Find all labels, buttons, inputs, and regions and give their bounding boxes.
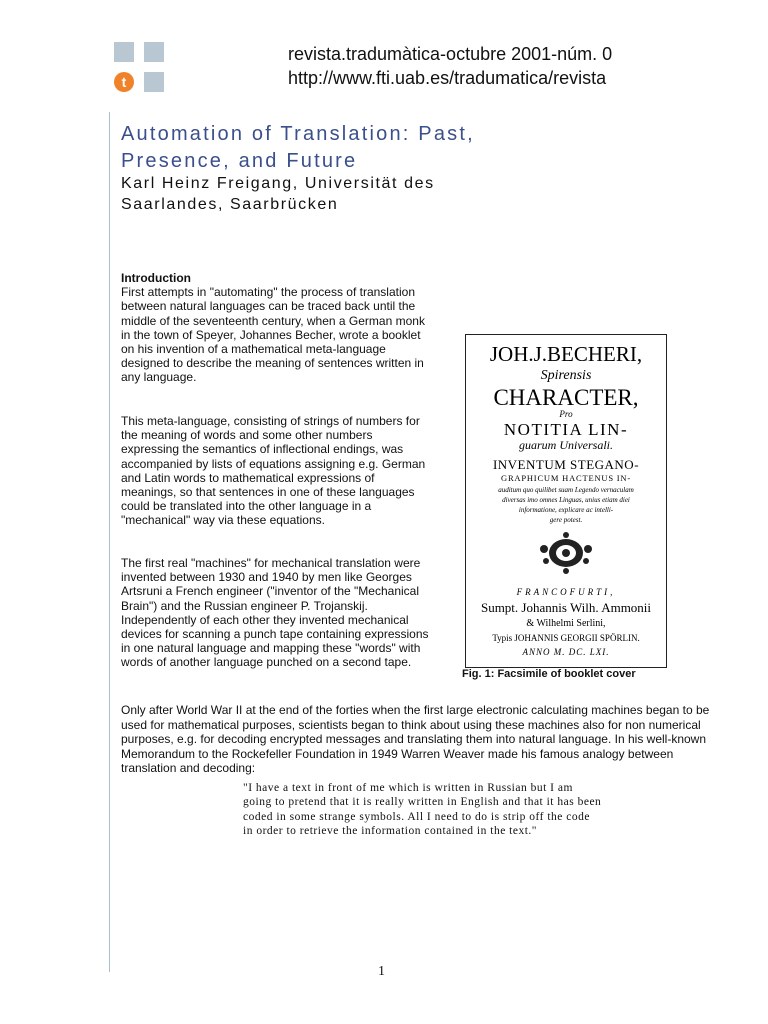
cover-line: ANNO M. DC. LXI. [522,647,610,657]
page-number: 1 [378,964,385,979]
cover-line: auditum quo quilibet suam Legendo vernaculam [498,486,634,494]
logo-square [114,42,134,62]
article-author: Karl Heinz Freigang, Universität des Saarlandes, Saarbrücken [121,175,435,213]
cover-line: gere potest. [549,516,583,524]
cover-line: JOH.J.BECHERI, [489,342,643,366]
cover-line: & Wilhelmi Serlini, [526,618,606,629]
cover-line: diversas imo omnes Linguas, unius etiam diei [502,496,630,504]
logo-t-icon: t [114,72,134,92]
logo-square [144,42,164,62]
block-quote: "I have a text in front of me which is written in Russian but I am going to pretend that it is really written in English and that it has been coded in some strange symbols. All I need to do is strip off the code in order to retrieve the information contained in the text." [243,782,602,838]
journal-issue: revista.tradumàtica-octubre 2001-núm. 0 [288,44,613,64]
cover-line: informatione, explicare ac intelli- [518,506,614,514]
cover-line: FRANCOFURTI, [516,587,616,597]
paragraph: First attempts in "automating" the process of translation between natural languages can be traced back until the middle of the seventeenth century, when a German monk in the town of Speyer, Johannes Becher, wrote a booklet on his invention of a mathematical meta-language designed to describe the meaning of sentences written in any language. [121,285,425,385]
margin-rule [109,112,110,972]
cover-line: Pro [559,409,573,419]
booklet-cover-image [466,335,666,667]
article-title: Automation of Translation: Past, Presence, and Future [121,123,475,172]
logo-square [144,72,164,92]
cover-line: Spirensis [540,368,592,383]
cover-line: GRAPHICUM HACTENUS IN- [501,473,631,483]
paragraph: This meta-language, consisting of strings of numbers for the meaning of words and some other numbers expressing the semantics of inflectional endings, was accompanied by lists of equations assigning e.g. German and Latin words to mathematical expressions of meanings, so that sentences in one of these languages could be translated into the other language in a "mechanical" way via these equations. [121,414,426,528]
paragraph: Only after World War II at the end of the forties when the first large electronic calculating machines began to be used for mathematical purposes, scientists began to think about using these machines also for non numerical purposes, e.g. for decoding encrypted messages and translating them into natural language. In his well-known Memorandum to the Rockefeller Foundation in 1949 Warren Weaver made his famous analogy between translation and decoding: [121,703,710,776]
cover-line: guarum Universali. [519,438,613,452]
paragraph: The first real "machines" for mechanical translation were invented between 1930 and 1940 by men like Georges Artsruni a French engineer ("inventor of the "Mechanical Brain") and the Russian engineer P. Trojanskij. Independently of each other they invented mechanical devices for scanning a punch tape containing expressions in one natural language and mapping these "words" with words of another language punched on a second tape. [121,556,429,670]
cover-line: Sumpt. Johannis Wilh. Ammonii [480,600,652,615]
journal-url[interactable]: http://www.fti.uab.es/tradumatica/revista [288,68,607,88]
figure-caption: Fig. 1: Facsimile of booklet cover [462,668,636,680]
introduction-section [121,271,431,385]
cover-line: CHARACTER, [493,385,639,410]
booklet-cover-figure [465,334,667,668]
cover-line: Typis JOHANNIS GEORGII SPÖRLIN. [492,633,640,643]
cover-line: NOTITIA LIN- [503,420,629,439]
section-heading: Introduction [121,271,191,285]
journal-header [288,42,612,90]
ornament-icon [540,532,592,574]
tradumatica-logo [114,42,166,94]
cover-line: INVENTUM STEGANO- [492,457,640,472]
